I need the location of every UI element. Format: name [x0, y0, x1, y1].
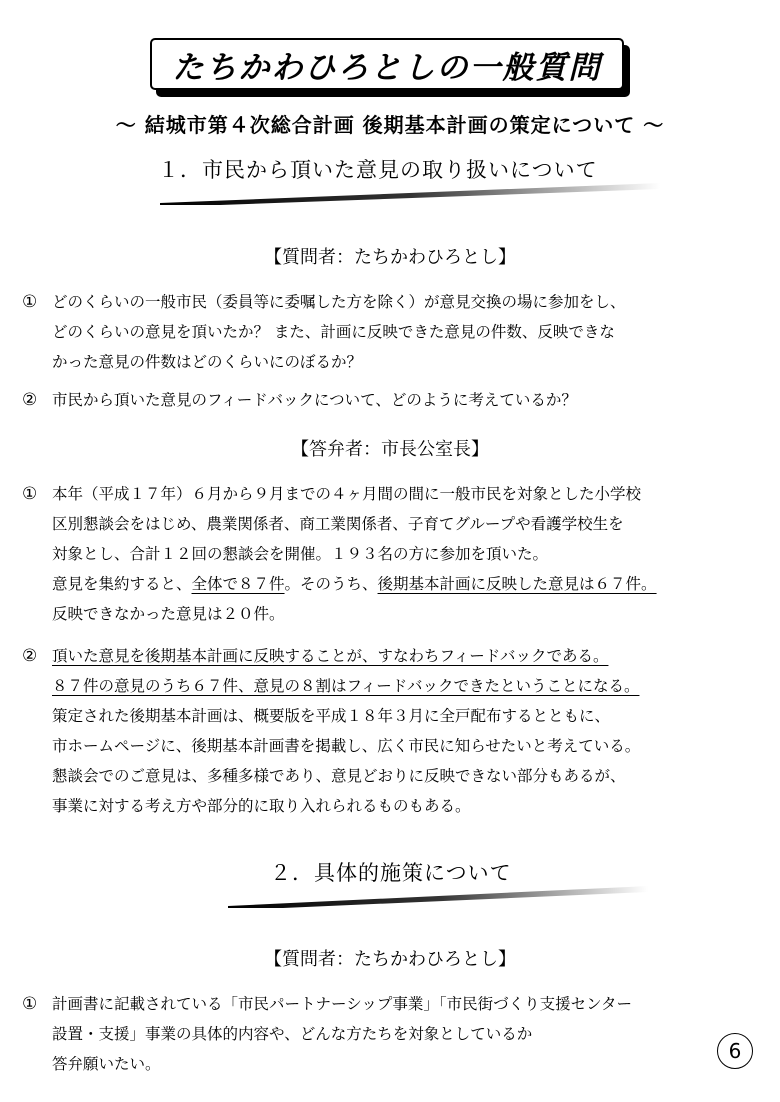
text-line: 事業に対する考え方や部分的に取り入れられるものもある。 [52, 797, 471, 815]
text-line: 本年（平成１７年）６月から９月までの４ヶ月間の間に一般市民を対象とした小学校 [52, 485, 642, 503]
underlined-text-line: ８７件の意見のうち６７件、意見の８割はフィードバックできたということになる。 [52, 677, 640, 695]
section2-underline-wedge [228, 886, 648, 908]
section2-questioner-label: 【質問者：たちかわひろとし】 [264, 949, 516, 970]
section1-answerer-label: 【答弁者：市長公室長】 [291, 439, 489, 460]
section1-heading: １．市民から頂いた意見の取り扱いについて [158, 158, 598, 182]
text-line: 計画書に記載されている「市民パートナーシップ事業」「市民街づくり支援センター [52, 995, 633, 1013]
section1-question-1 [22, 287, 767, 377]
text-line: 反映できなかった意見は２０件。 [52, 605, 285, 623]
section2-heading: ２．具体的施策について [270, 861, 512, 885]
item-number: ① [22, 994, 38, 1014]
section2-question-1 [22, 989, 767, 1079]
section1-underline-wedge [160, 183, 660, 205]
page-title: たちかわひろとしの一般質問 [172, 49, 602, 86]
text-line: 設置・支援」事業の具体的内容や、どんな方たちを対象としているか [52, 1025, 533, 1043]
text-line: 市民から頂いた意見のフィードバックについて、どのように考えているか？ [52, 391, 577, 409]
text-line: 策定された後期基本計画は、概要版を平成１８年３月に全戸配布するとともに、 [52, 707, 611, 725]
title-box [150, 38, 624, 90]
subtitle: ～ 結城市第４次総合計画 後期基本計画の策定について ～ [115, 113, 665, 137]
underlined-text-line: 頂いた意見を後期基本計画に反映することが、すなわちフィードバックである。 [52, 647, 609, 665]
text-line: どのくらいの意見を頂いたか？ また、計画に反映できた意見の件数、反映できな [52, 323, 615, 341]
text-line: 答弁願いたい。 [52, 1055, 161, 1073]
underlined-text: 全体で８７件 [191, 575, 285, 593]
text-segment: 意見を集約すると、 [52, 575, 192, 593]
section1-questioner-label: 【質問者：たちかわひろとし】 [264, 247, 516, 268]
underlined-text: 後期基本計画に反映した意見は６７件。 [377, 575, 657, 593]
text-line: かった意見の件数はどのくらいにのぼるか？ [52, 353, 363, 371]
item-number: ① [22, 292, 38, 312]
text-segment: 。そのうち、 [284, 575, 378, 593]
item-number: ② [22, 390, 38, 410]
text-line [52, 569, 767, 599]
text-line: 懇談会でのご意見は、多種多様であり、意見どおりに反映できない部分もあるが、 [52, 767, 626, 785]
text-line: 対象とし、合計１２回の懇談会を開催。１９３名の方に参加を頂いた。 [52, 545, 549, 563]
text-line: 市ホームページに、後期基本計画書を掲載し、広く市民に知らせたいと考えている。 [52, 737, 641, 755]
page-number: 6 [717, 1033, 753, 1069]
section1-question-2 [22, 385, 767, 415]
item-number: ① [22, 484, 38, 504]
section1-answer-2 [22, 641, 767, 821]
section1-answer-1 [22, 479, 767, 629]
text-line: どのくらいの一般市民（委員等に委嘱した方を除く）が意見交換の場に参加をし、 [52, 293, 626, 311]
item-number: ② [22, 646, 38, 666]
text-line: 区別懇談会をはじめ、農業関係者、商工業関係者、子育てグループや看護学校生を [52, 515, 624, 533]
